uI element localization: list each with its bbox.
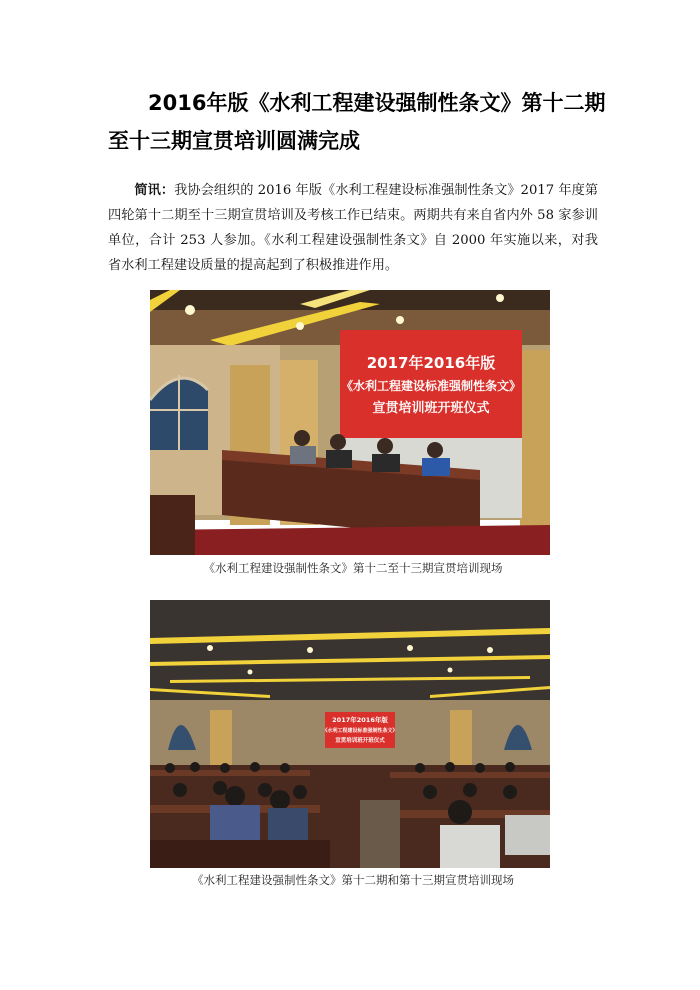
banner-line-3: 宣贯培训班开班仪式 xyxy=(372,401,490,416)
article-title xyxy=(108,84,628,160)
photo-opening-ceremony xyxy=(150,290,550,555)
banner2-line-3: 宣贯培训班开班仪式 xyxy=(335,738,385,744)
summary-text: 我协会组织的 2016 年版《水利工程建设标准强制性条文》2017 年度第四轮第十二期至十三期宣贯培训及考核工作已结束。两期共有来自省内外 58 家参训单位，合计 253 人参加。《水利工程建设强制性条文》自 2000 年实施以来，对我省水利工程建设质量的提高起到了积极推进作用。 xyxy=(108,183,599,273)
photo-2-caption: 《水利工程建设强制性条文》第十二期和第十三期宣贯培训现场 xyxy=(192,873,514,887)
banner-line-2: 《水利工程建设标准强制性条文》 xyxy=(340,379,522,393)
banner2-line-2: 《水利工程建设标准强制性条文》 xyxy=(322,728,398,734)
article-summary xyxy=(108,178,598,278)
banner-line-1: 2017年2016年版 xyxy=(366,354,496,372)
title-line-2: 至十三期宣贯培训圆满完成 xyxy=(108,129,360,153)
banner2-line-1: 2017年2016年版 xyxy=(332,716,388,724)
photo-audience xyxy=(150,600,550,868)
photo-1-caption: 《水利工程建设强制性条文》第十二至十三期宣贯培训现场 xyxy=(203,561,503,575)
title-line-1: 2016年版《水利工程建设强制性条文》第十二期 xyxy=(148,91,606,115)
summary-label: 简讯： xyxy=(134,183,175,198)
